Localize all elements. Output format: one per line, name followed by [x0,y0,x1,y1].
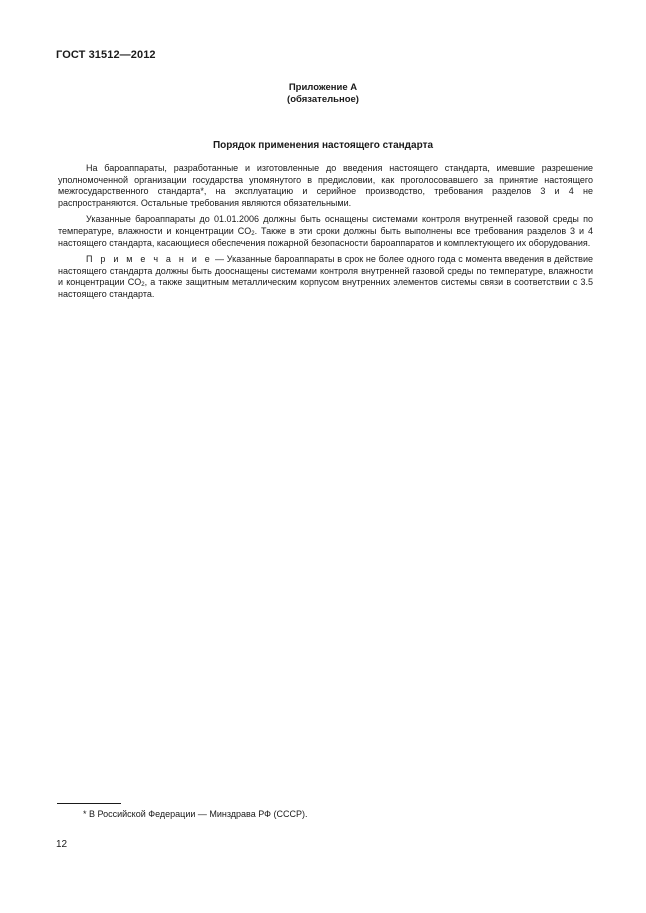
note-label: П р и м е ч а н и е [86,254,213,265]
note-paragraph [58,254,593,300]
body-text [58,163,593,306]
footnote: * В Российской Федерации — Минздрава РФ (СССР). [83,809,308,819]
note-part2: , а также защитным металлическим корпусом внутренних элементов системы связи в соответствии с 3.5 настоящего стандарта. [58,277,593,299]
paragraph-1: На бароаппараты, разработанные и изготовленные до введения настоящего стандарта, имевшие разрешение уполномоченной организации государства упомянутого в предисловии, как проголосовавшего за принятие настоящего межгосударственного стандарта*, на эксплуатацию и серийное производство, требования разделов 3 и 4 не распространяются. Остальные требования являются обязательными. [58,163,593,208]
note-co2-subscript: 2 [141,282,145,289]
co2-subscript: 2 [251,230,255,237]
annex-title: Приложение А [288,82,358,93]
annex-heading [0,82,646,106]
section-title: Порядок применения настоящего стандарта [212,140,434,151]
page-number: 12 [56,839,68,850]
paragraph-2-part2: . Также в эти сроки должны быть выполнены все требования разделов 3 и 4 настоящего стандарта, касающиеся обеспечения пожарной безопасности бароаппаратов и комплектующего их оборудования. [58,225,593,248]
paragraph-2 [58,214,593,249]
footnote-rule [57,803,121,804]
note-part1: — Указанные бароаппараты в срок не более одного года с момента введения в действие настоящего стандарта должны быть дооснащены системами контроля внутренней газовой среды по температуре, влажности и концентрации CO [58,254,593,288]
annex-status: (обязательное) [287,94,359,105]
paragraph-2-part1: Указанные бароаппараты до 01.01.2006 должны быть оснащены системами контроля внутренней газовой среды по температуре, влажности и концентрации CO [58,214,593,236]
standard-code: ГОСТ 31512—2012 [56,49,156,61]
